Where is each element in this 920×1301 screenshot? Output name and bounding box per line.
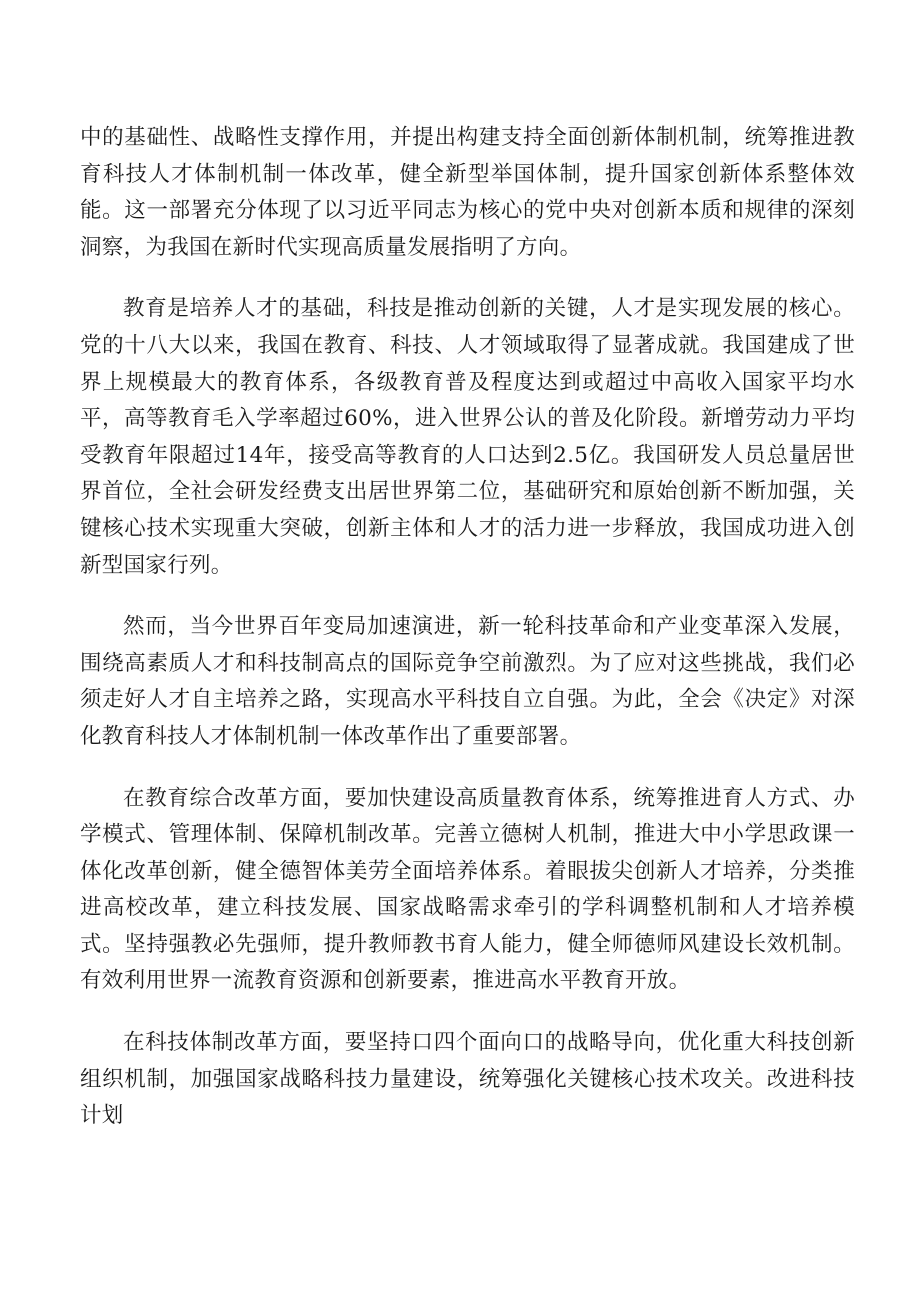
paragraph-2: 教育是培养人才的基础，科技是推动创新的关键，人才是实现发展的核心。党的十八大以来，我国在教育、科技、人才领域取得了显著成就。我国建成了世界上规模最大的教育体系，各级教育普及程度达到或超过中高收入国家平均水平，高等教育毛入学率超过60%，进入世界公认的普及化阶段。新增劳动力平均受教育年限超过14年，接受高等教育的人口达到2.5亿。我国研发人员总量居世界首位，全社会研发经费支出居世界第二位，基础研究和原始创新不断加强，关键核心技术实现重大突破，创新主体和人才的活力进一步释放，我国成功进入创新型国家行列。 (80, 296, 855, 578)
paragraph-5: 在科技体制改革方面，要坚持口四个面向口的战略导向，优化重大科技创新组织机制，加强国家战略科技力量建设，统筹强化关键核心技术攻关。改进科技计划 (80, 1030, 855, 1129)
document-body (80, 120, 855, 1160)
paragraph-3: 然而，当今世界百年变局加速演进，新一轮科技革命和产业变革深入发展，围绕高素质人才和科技制高点的国际竞争空前激烈。为了应对这些挑战，我们必须走好人才自主培养之路，实现高水平科技自立自强。为此，全会《决定》对深化教育科技人才体制机制一体改革作出了重要部署。 (80, 614, 855, 749)
paragraph-4: 在教育综合改革方面，要加快建设高质量教育体系，统筹推进育人方式、办学模式、管理体制、保障机制改革。完善立德树人机制，推进大中小学思政课一体化改革创新，健全德智体美劳全面培养体系。着眼拔尖创新人才培养，分类推进高校改革，建立科技发展、国家战略需求牵引的学科调整机制和人才培养模式。坚持强教必先强师，提升教师教书育人能力，健全师德师风建设长效机制。有效利用世界一流教育资源和创新要素，推进高水平教育开放。 (80, 785, 855, 994)
paragraph-1: 中的基础性、战略性支撑作用，并提出构建支持全面创新体制机制，统筹推进教育科技人才体制机制一体改革，健全新型举国体制，提升国家创新体系整体效能。这一部署充分体现了以习近平同志为核心的党中央对创新本质和规律的深刻洞察，为我国在新时代实现高质量发展指明了方向。 (80, 125, 855, 260)
